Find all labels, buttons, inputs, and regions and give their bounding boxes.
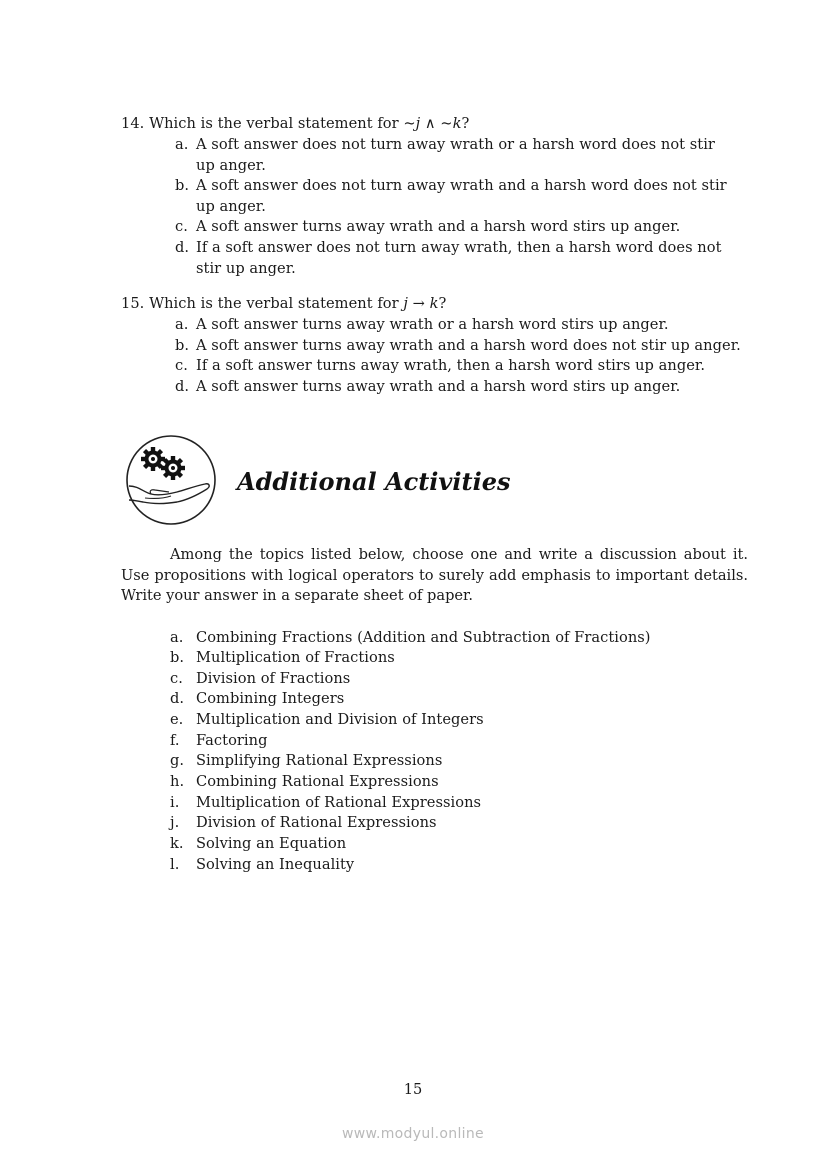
option-text-continued: up anger. [196,198,266,215]
list-item: Division of Rational Expressions [196,814,437,831]
list-item-label: e. [170,711,184,728]
option-label: d. [175,239,190,256]
option-text-continued: up anger. [196,157,266,174]
gears-in-hand-icon [125,434,217,526]
list-item: Factoring [196,732,268,749]
option-label: c. [175,357,188,374]
option-text: A soft answer turns away wrath and a harsh word does not stir up anger. [196,337,741,354]
option-text-continued: stir up anger. [196,260,296,277]
list-item: Multiplication of Fractions [196,649,395,666]
list-item: Solving an Inequality [196,856,355,873]
question-text: Which is the verbal statement for [149,115,399,132]
list-item-label: h. [170,773,185,790]
list-item: Combining Fractions (Addition and Subtraction of Fractions) [196,629,651,646]
list-item: Division of Fractions [196,670,351,687]
question-text: Which is the verbal statement for [149,295,399,312]
question-number: 15. [121,295,145,312]
option-text: A soft answer turns away wrath and a harsh word stirs up anger. [196,218,681,235]
logic-expression: ~j ∧ ~k [403,115,462,132]
option-text: If a soft answer does not turn away wrath, then a harsh word does not [196,239,722,256]
question-mark: ? [461,115,470,132]
option-text: A soft answer turns away wrath or a harsh word stirs up anger. [196,316,669,333]
list-item-label: i. [170,794,180,811]
option-label: a. [175,316,189,333]
section-intro: Among the topics listed below, choose one and write a discussion about it. Use propositions with logical operators to surely add emphasis to important details. Write your answer in a separate sheet of paper. [121,546,748,605]
option-label: a. [175,136,189,153]
option-label: b. [175,337,190,354]
list-item: Solving an Equation [196,835,347,852]
list-item-label: l. [170,856,180,873]
list-item-label: f. [170,732,180,749]
list-item-label: k. [170,835,184,852]
section-title: Additional Activities [237,467,511,496]
option-text: A soft answer does not turn away wrath or a harsh word does not stir [196,136,715,153]
list-item-label: g. [170,752,185,769]
list-item: Combining Integers [196,690,345,707]
list-item-label: d. [170,690,185,707]
list-item-label: a. [170,629,184,646]
logic-expression: j → k [403,295,439,312]
list-item: Multiplication and Division of Integers [196,711,484,728]
option-text: If a soft answer turns away wrath, then a harsh word stirs up anger. [196,357,706,374]
option-text: A soft answer does not turn away wrath and a harsh word does not stir [196,177,727,194]
list-item: Combining Rational Expressions [196,773,439,790]
question-14-stem [121,114,469,135]
list-item-label: b. [170,649,185,666]
option-text: A soft answer turns away wrath and a harsh word stirs up anger. [196,378,681,395]
option-label: d. [175,378,190,395]
page-number: 15 [403,1081,423,1098]
question-mark: ? [438,295,447,312]
watermark-url: www.modyul.online [342,1126,484,1142]
question-number: 14. [121,115,145,132]
option-label: c. [175,218,188,235]
list-item: Simplifying Rational Expressions [196,752,443,769]
list-item: Multiplication of Rational Expressions [196,794,482,811]
option-label: b. [175,177,190,194]
question-15-stem [121,294,446,315]
list-item-label: c. [170,670,183,687]
list-item-label: j. [170,814,180,831]
